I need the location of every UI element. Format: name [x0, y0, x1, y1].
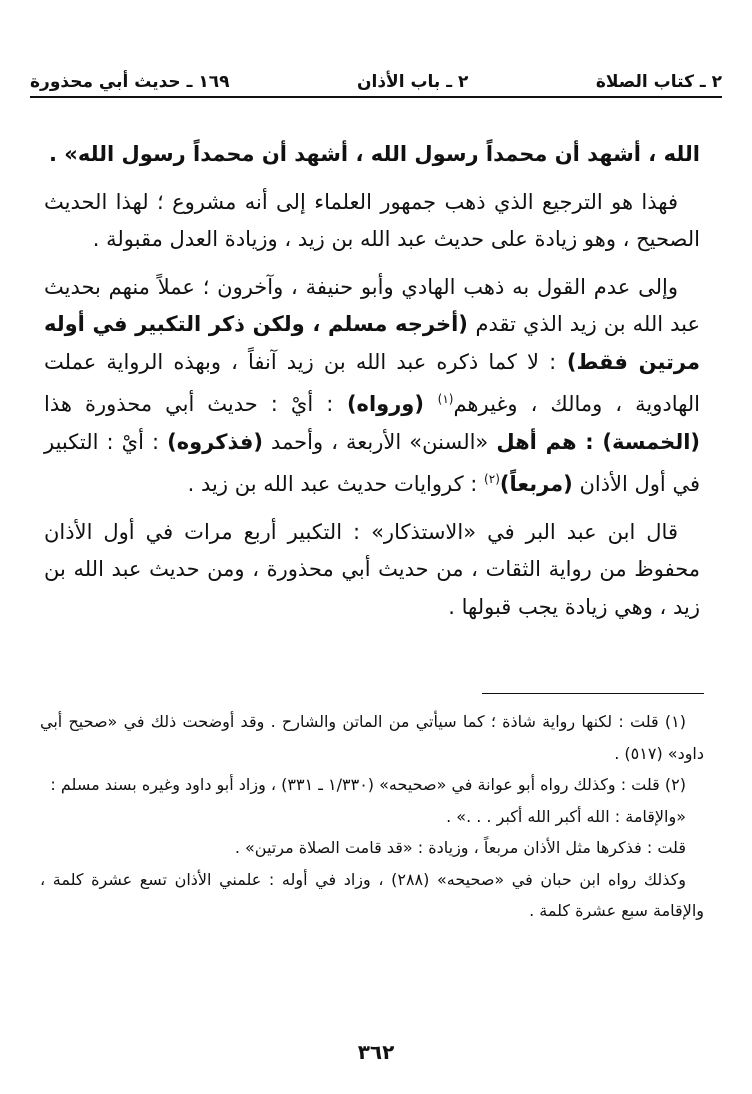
para2-warawahu: (ورواه) [333, 392, 438, 416]
footnote-2-more: وكذلك رواه ابن حبان في «صحيحه» (٢٨٨) ، وزاد في أوله : علمني الأذان تسع عشرة كلمة ، والإقامة سبع عشرة كلمة . [40, 869, 704, 920]
para2-murabbaan: (مربعاً) [499, 472, 573, 496]
footnotes [40, 706, 704, 927]
paragraph-ibn-abd-albarr: قال ابن عبد البر في «الاستذكار» : التكبير أربع مرات في أول الأذان محفوظ من رواية الثقات ، من حديث أبي محذورة ، ومن حديث عبد الله بن زيد ، وهي زيادة يجب قبولها . [44, 519, 700, 619]
footnote-2-note: قلت : فذكرها مثل الأذان مربعاً ، وزيادة : «قد قامت الصلاة مرتين» . [234, 838, 686, 857]
footnote-ref-2[interactable]: (٢) [484, 472, 500, 486]
footnote-2: (٢) قلت : وكذلك رواه أبو عوانة في «صحيحه» (١/٣٣٠ ـ ٣٣١) ، وزاد أبو داود وغيره بسند مسلم : [50, 775, 686, 794]
para2-alkhamsa: (الخمسة) : هم أهل [496, 429, 700, 454]
footnote-2-quote: «والإقامة : الله أكبر الله أكبر . . .» . [446, 806, 686, 826]
para2-text-a: وإلى عدم القول به ذهب الهادي وأبو حنيفة ، وآخرون ؛ عملاً منهم بحديث عبد الله بن زيد الذي تقدم [44, 274, 700, 336]
page-number: ٣٦٢ [357, 1040, 395, 1064]
running-header [30, 62, 722, 92]
paragraph-tarjee: فهذا هو الترجيع الذي ذهب جمهور العلماء إلى أنه مشروع ؛ لهذا الحديث الصحيح ، وهو زيادة على حديث عبد الله بن زيد ، وزيادة العدل مقبولة . [44, 189, 700, 251]
para2-quote-muslim: (أخرجه مسلم ، ولكن ذكر التكبير في أوله مرتين فقط) [44, 312, 700, 374]
header-chapter-title: ٢ ـ باب الأذان [356, 72, 469, 92]
para2-text-g: «السنن» الأربعة ، وأحمد [262, 429, 497, 454]
para2-text-k: : كروايات حديث عبد الله بن زيد . [187, 472, 485, 496]
header-hadith-title: ١٦٩ ـ حديث أبي محذورة [30, 72, 230, 92]
footnote-ref-1[interactable]: (١) [437, 392, 454, 406]
para2-text-c: : لا كما ذكره عبد الله بن زيد آنفاً ، وبهذه الرواية عملت الهادوية ، ومالك ، وغيرهم [44, 349, 701, 416]
para2-text-e: : أيْ : حديث أبي محذورة هذا [44, 392, 334, 416]
header-book-title: ٢ ـ كتاب الصلاة [595, 72, 722, 92]
para2-text-i: : أيْ : التكبير في أول الأذان [44, 429, 700, 496]
footnote-divider [482, 693, 704, 694]
main-text [44, 136, 700, 636]
footnote-1: (١) قلت : لكنها رواية شاذة ؛ كما سيأتي من الماتن والشارح . وقد أوضحت ذلك في «صحيح أبي داود» (٥١٧) . [40, 712, 704, 763]
header-divider [30, 96, 722, 98]
paragraph-opposing-view [44, 269, 700, 504]
hadith-text-end: الله ، أشهد أن محمداً رسول الله ، أشهد أن محمداً رسول الله» . [49, 142, 700, 166]
para2-fadhakaruhu: (فذكروه) [167, 429, 263, 454]
